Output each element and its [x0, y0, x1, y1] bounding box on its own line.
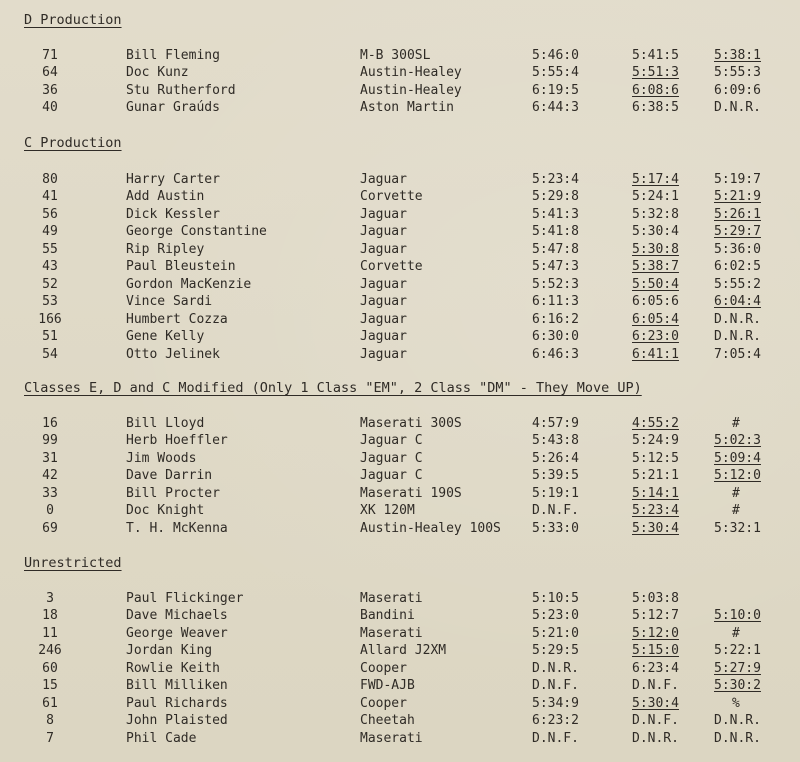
- time-run-2: D.N.F.: [632, 713, 679, 729]
- car-number: 40: [42, 100, 58, 116]
- car-number: 99: [42, 433, 58, 449]
- driver-name: Paul Richards: [126, 695, 228, 711]
- driver-name: Phil Cade: [126, 730, 197, 746]
- driver-name: Doc Kunz: [126, 65, 189, 81]
- time-run-1: 5:46:0: [532, 48, 579, 63]
- section-title: Classes E, D and C Modified: [24, 380, 244, 396]
- time-run-2: 5:14:1: [632, 485, 679, 501]
- time-run-1: 5:43:8: [532, 433, 579, 449]
- driver-name: Bill Fleming: [126, 48, 220, 63]
- result-row: [0, 677, 800, 694]
- time-run-1: 5:23:4: [532, 172, 579, 187]
- driver-name: Humbert Cozza: [126, 311, 228, 327]
- result-row: [0, 607, 800, 624]
- time-run-3: D.N.R.: [714, 730, 761, 746]
- time-run-2: 5:32:8: [632, 206, 679, 222]
- car-model: Aston Martin: [360, 100, 454, 116]
- car-number: 7: [46, 730, 54, 746]
- time-run-2: D.N.F.: [632, 678, 679, 694]
- time-run-1: 6:46:3: [532, 346, 579, 362]
- time-run-1: 6:30:0: [532, 329, 579, 345]
- time-run-3: 5:02:3: [714, 433, 761, 449]
- driver-name: Gene Kelly: [126, 329, 205, 345]
- car-number: 3: [46, 591, 54, 606]
- time-run-1: 6:11:3: [532, 294, 579, 310]
- car-model: Corvette: [360, 189, 423, 205]
- result-row: [0, 502, 800, 519]
- result-row: [0, 206, 800, 223]
- time-run-1: 6:23:2: [532, 713, 579, 729]
- time-run-3: 7:05:4: [714, 346, 761, 362]
- car-model: Jaguar: [360, 224, 407, 240]
- car-model: Jaguar: [360, 241, 407, 257]
- time-run-3: 5:19:7: [714, 172, 761, 187]
- car-number: 53: [42, 294, 58, 310]
- time-run-2: 5:15:0: [632, 643, 679, 659]
- time-run-2: 5:21:1: [632, 468, 679, 484]
- driver-name: Rowlie Keith: [126, 660, 220, 676]
- time-run-1: 6:16:2: [532, 311, 579, 327]
- result-row: [0, 450, 800, 467]
- driver-name: Paul Bleustein: [126, 259, 236, 275]
- car-model: Maserati: [360, 591, 423, 606]
- result-row: [0, 625, 800, 642]
- time-run-3: 6:09:6: [714, 82, 761, 98]
- result-row: [0, 188, 800, 205]
- car-model: Maserati 300S: [360, 416, 462, 431]
- time-run-3: #: [732, 503, 740, 519]
- time-run-2: 5:50:4: [632, 276, 679, 292]
- section-title: D Production: [24, 12, 122, 28]
- driver-name: Dave Darrin: [126, 468, 213, 484]
- driver-name: T. H. McKenna: [126, 520, 228, 536]
- time-run-2: 6:23:0: [632, 329, 679, 345]
- car-number: 18: [42, 608, 58, 624]
- car-number: 55: [42, 241, 58, 257]
- time-run-3: D.N.R.: [714, 329, 761, 345]
- time-run-1: 5:47:8: [532, 241, 579, 257]
- time-run-1: 5:52:3: [532, 276, 579, 292]
- car-number: 51: [42, 329, 58, 345]
- time-run-1: D.N.F.: [532, 730, 579, 746]
- driver-name: Dave Michaels: [126, 608, 228, 624]
- result-row: [0, 223, 800, 240]
- time-run-1: 5:41:3: [532, 206, 579, 222]
- time-run-1: 5:23:0: [532, 608, 579, 624]
- result-row: [0, 64, 800, 81]
- time-run-3: 5:30:2: [714, 678, 761, 694]
- car-model: Jaguar: [360, 294, 407, 310]
- result-row: [0, 47, 800, 64]
- result-row: [0, 712, 800, 729]
- result-row: [0, 590, 800, 607]
- car-model: Jaguar: [360, 172, 407, 187]
- time-run-2: 5:17:4: [632, 172, 679, 187]
- car-number: 11: [42, 625, 58, 641]
- driver-name: Rip Ripley: [126, 241, 205, 257]
- result-row: [0, 642, 800, 659]
- car-model: Maserati 190S: [360, 485, 462, 501]
- result-row: [0, 311, 800, 328]
- result-row: [0, 695, 800, 712]
- driver-name: Gunar Graúds: [126, 100, 220, 116]
- car-model: Allard J2XM: [360, 643, 447, 659]
- time-run-3: 5:36:0: [714, 241, 761, 257]
- time-run-3: D.N.R.: [714, 100, 761, 116]
- driver-name: Herb Hoeffler: [126, 433, 228, 449]
- time-run-2: 5:12:7: [632, 608, 679, 624]
- car-model: Jaguar: [360, 311, 407, 327]
- time-run-1: 5:55:4: [532, 65, 579, 81]
- car-model: Bandini: [360, 608, 415, 624]
- time-run-2: 4:55:2: [632, 416, 679, 431]
- result-row: [0, 328, 800, 345]
- time-run-3: 5:12:0: [714, 468, 761, 484]
- car-number: 0: [46, 503, 54, 519]
- section-note: (Only 1 Class "EM", 2 Class "DM" - They Move UP): [243, 380, 642, 396]
- driver-name: Dick Kessler: [126, 206, 220, 222]
- time-run-1: 4:57:9: [532, 416, 579, 431]
- time-run-3: 5:29:7: [714, 224, 761, 240]
- time-run-2: 6:05:6: [632, 294, 679, 310]
- section-heading: [24, 135, 122, 151]
- car-model: Cooper: [360, 660, 407, 676]
- car-number: 60: [42, 660, 58, 676]
- time-run-3: 5:21:9: [714, 189, 761, 205]
- result-row: [0, 171, 800, 188]
- time-run-2: 6:38:5: [632, 100, 679, 116]
- time-run-3: #: [732, 416, 740, 431]
- car-number: 246: [38, 643, 62, 659]
- time-run-1: 5:29:8: [532, 189, 579, 205]
- time-run-2: 5:12:5: [632, 450, 679, 466]
- time-run-2: 5:12:0: [632, 625, 679, 641]
- driver-name: Otto Jelinek: [126, 346, 220, 362]
- time-run-2: 5:51:3: [632, 65, 679, 81]
- time-run-3: 5:10:0: [714, 608, 761, 624]
- driver-name: John Plaisted: [126, 713, 228, 729]
- car-model: Jaguar C: [360, 468, 423, 484]
- car-number: 56: [42, 206, 58, 222]
- time-run-2: D.N.R.: [632, 730, 679, 746]
- time-run-3: D.N.R.: [714, 713, 761, 729]
- car-model: Austin-Healey: [360, 65, 462, 81]
- car-number: 71: [42, 48, 58, 63]
- time-run-2: 6:23:4: [632, 660, 679, 676]
- result-row: [0, 346, 800, 363]
- time-run-1: 5:26:4: [532, 450, 579, 466]
- section-title: Unrestricted: [24, 555, 122, 571]
- time-run-1: 5:10:5: [532, 591, 579, 606]
- driver-name: Bill Lloyd: [126, 416, 205, 431]
- car-model: Jaguar: [360, 329, 407, 345]
- section-heading: [24, 380, 642, 396]
- car-number: 80: [42, 172, 58, 187]
- car-number: 49: [42, 224, 58, 240]
- time-run-3: 6:02:5: [714, 259, 761, 275]
- time-run-1: 5:33:0: [532, 520, 579, 536]
- time-run-1: 5:47:3: [532, 259, 579, 275]
- car-model: FWD-AJB: [360, 678, 415, 694]
- time-run-1: 5:34:9: [532, 695, 579, 711]
- section-title: C Production: [24, 135, 122, 151]
- result-row: [0, 82, 800, 99]
- car-number: 31: [42, 450, 58, 466]
- car-number: 43: [42, 259, 58, 275]
- car-model: Cheetah: [360, 713, 415, 729]
- time-run-3: #: [732, 485, 740, 501]
- result-row: [0, 258, 800, 275]
- time-run-2: 5:23:4: [632, 503, 679, 519]
- time-run-2: 5:38:7: [632, 259, 679, 275]
- driver-name: Stu Rutherford: [126, 82, 236, 98]
- time-run-3: 5:32:1: [714, 520, 761, 536]
- time-run-3: 5:55:2: [714, 276, 761, 292]
- car-model: Maserati: [360, 625, 423, 641]
- car-model: Austin-Healey: [360, 82, 462, 98]
- section-heading: [24, 555, 122, 571]
- time-run-2: 5:03:8: [632, 591, 679, 606]
- result-row: [0, 241, 800, 258]
- result-row: [0, 467, 800, 484]
- car-model: Austin-Healey 100S: [360, 520, 501, 536]
- time-run-2: 5:30:4: [632, 695, 679, 711]
- driver-name: Paul Flickinger: [126, 591, 244, 606]
- car-number: 36: [42, 82, 58, 98]
- time-run-3: 5:22:1: [714, 643, 761, 659]
- car-model: Jaguar: [360, 346, 407, 362]
- time-run-1: 5:29:5: [532, 643, 579, 659]
- time-run-2: 6:05:4: [632, 311, 679, 327]
- car-model: Jaguar: [360, 206, 407, 222]
- driver-name: George Weaver: [126, 625, 228, 641]
- car-number: 64: [42, 65, 58, 81]
- driver-name: Bill Milliken: [126, 678, 228, 694]
- time-run-3: 5:55:3: [714, 65, 761, 81]
- car-number: 8: [46, 713, 54, 729]
- time-run-2: 5:41:5: [632, 48, 679, 63]
- car-number: 54: [42, 346, 58, 362]
- car-number: 52: [42, 276, 58, 292]
- driver-name: Doc Knight: [126, 503, 205, 519]
- driver-name: Add Austin: [126, 189, 205, 205]
- car-number: 69: [42, 520, 58, 536]
- time-run-3: 5:09:4: [714, 450, 761, 466]
- section-heading: [24, 12, 122, 28]
- time-run-2: 5:24:1: [632, 189, 679, 205]
- result-row: [0, 276, 800, 293]
- time-run-1: D.N.F.: [532, 503, 579, 519]
- time-run-2: 6:41:1: [632, 346, 679, 362]
- time-run-3: #: [732, 625, 740, 641]
- result-row: [0, 730, 800, 747]
- time-run-1: 5:39:5: [532, 468, 579, 484]
- result-row: [0, 432, 800, 449]
- time-run-3: 5:26:1: [714, 206, 761, 222]
- car-number: 16: [42, 416, 58, 431]
- time-run-1: D.N.R.: [532, 660, 579, 676]
- result-row: [0, 99, 800, 116]
- car-number: 41: [42, 189, 58, 205]
- driver-name: Harry Carter: [126, 172, 220, 187]
- time-run-1: 5:19:1: [532, 485, 579, 501]
- car-number: 42: [42, 468, 58, 484]
- driver-name: Vince Sardi: [126, 294, 213, 310]
- car-model: XK 120M: [360, 503, 415, 519]
- driver-name: Bill Procter: [126, 485, 220, 501]
- car-number: 33: [42, 485, 58, 501]
- car-model: Jaguar C: [360, 433, 423, 449]
- time-run-3: D.N.R.: [714, 311, 761, 327]
- time-run-1: 5:21:0: [532, 625, 579, 641]
- time-run-3: 6:04:4: [714, 294, 761, 310]
- result-row: [0, 660, 800, 677]
- car-model: Corvette: [360, 259, 423, 275]
- time-run-2: 6:08:6: [632, 82, 679, 98]
- car-number: 166: [38, 311, 62, 327]
- driver-name: Gordon MacKenzie: [126, 276, 252, 292]
- time-run-1: D.N.F.: [532, 678, 579, 694]
- time-run-3: 5:27:9: [714, 660, 761, 676]
- car-number: 61: [42, 695, 58, 711]
- car-model: Maserati: [360, 730, 423, 746]
- result-row: [0, 415, 800, 432]
- time-run-2: 5:30:4: [632, 520, 679, 536]
- result-row: [0, 520, 800, 537]
- car-model: Cooper: [360, 695, 407, 711]
- driver-name: Jordan King: [126, 643, 213, 659]
- driver-name: Jim Woods: [126, 450, 197, 466]
- time-run-2: 5:24:9: [632, 433, 679, 449]
- car-number: 15: [42, 678, 58, 694]
- car-model: Jaguar C: [360, 450, 423, 466]
- car-model: Jaguar: [360, 276, 407, 292]
- time-run-3: %: [732, 695, 740, 711]
- result-row: [0, 293, 800, 310]
- result-row: [0, 485, 800, 502]
- time-run-3: 5:38:1: [714, 48, 761, 63]
- time-run-2: 5:30:4: [632, 224, 679, 240]
- time-run-1: 6:44:3: [532, 100, 579, 116]
- time-run-1: 5:41:8: [532, 224, 579, 240]
- time-run-1: 6:19:5: [532, 82, 579, 98]
- driver-name: George Constantine: [126, 224, 267, 240]
- car-model: M-B 300SL: [360, 48, 431, 63]
- time-run-2: 5:30:8: [632, 241, 679, 257]
